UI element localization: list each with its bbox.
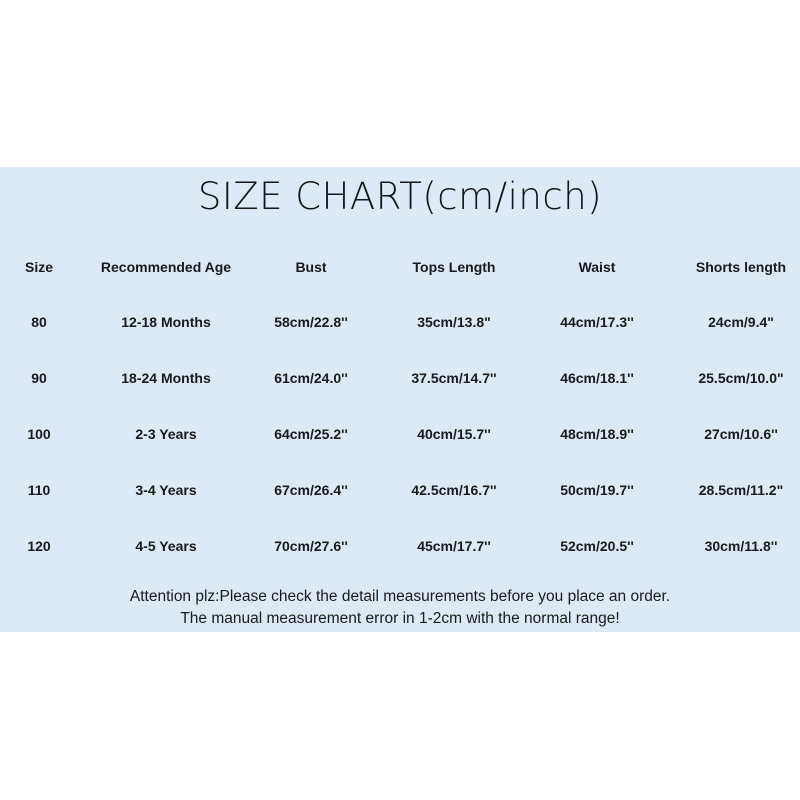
- table-row: [0, 310, 800, 334]
- cell-tops-length: 37.5cm/14.7'': [411, 370, 497, 386]
- cell-size: 90: [31, 370, 47, 386]
- cell-bust: 64cm/25.2'': [274, 426, 348, 442]
- cell-waist: 46cm/18.1'': [560, 370, 634, 386]
- cell-size: 120: [27, 538, 51, 554]
- header-recommended-age: Recommended Age: [100, 259, 232, 275]
- cell-bust: 58cm/22.8'': [274, 314, 348, 330]
- table-row: [0, 366, 800, 390]
- table-row: [0, 534, 800, 558]
- cell-tops-length: 35cm/13.8": [417, 314, 491, 330]
- cell-bust: 70cm/27.6'': [274, 538, 348, 554]
- header-bust: Bust: [295, 259, 327, 275]
- cell-recommended-age: 4-5 Years: [135, 538, 197, 554]
- cell-tops-length: 45cm/17.7'': [417, 538, 491, 554]
- cell-size: 80: [31, 314, 47, 330]
- cell-recommended-age: 2-3 Years: [135, 426, 197, 442]
- header-size: Size: [24, 259, 53, 275]
- cell-size: 100: [27, 426, 51, 442]
- measurement-error-note: The manual measurement error in 1-2cm with the normal range!: [180, 610, 620, 627]
- cell-tops-length: 40cm/15.7'': [417, 426, 491, 442]
- cell-waist: 52cm/20.5'': [560, 538, 634, 554]
- cell-recommended-age: 3-4 Years: [135, 482, 197, 498]
- cell-waist: 50cm/19.7'': [560, 482, 634, 498]
- table-row: [0, 422, 800, 446]
- header-shorts-length: Shorts length: [695, 259, 787, 275]
- cell-bust: 67cm/26.4'': [274, 482, 348, 498]
- cell-shorts-length: 27cm/10.6'': [704, 426, 778, 442]
- cell-size: 110: [27, 482, 51, 498]
- header-waist: Waist: [578, 259, 616, 275]
- cell-tops-length: 42.5cm/16.7'': [411, 482, 497, 498]
- cell-recommended-age: 18-24 Months: [121, 370, 211, 386]
- cell-shorts-length: 30cm/11.8'': [704, 538, 778, 554]
- cell-bust: 61cm/24.0'': [274, 370, 348, 386]
- cell-shorts-length: 24cm/9.4": [708, 314, 774, 330]
- table-row: [0, 478, 800, 502]
- cell-waist: 44cm/17.3'': [560, 314, 634, 330]
- page-title: SIZE CHART(cm/inch): [197, 175, 603, 218]
- attention-note: Attention plz:Please check the detail measurements before you place an order.: [129, 588, 671, 605]
- cell-shorts-length: 25.5cm/10.0": [698, 370, 784, 386]
- table-header-row: [0, 255, 800, 279]
- cell-shorts-length: 28.5cm/11.2": [698, 482, 784, 498]
- cell-waist: 48cm/18.9'': [560, 426, 634, 442]
- size-chart-panel: [0, 167, 800, 632]
- cell-recommended-age: 12-18 Months: [121, 314, 211, 330]
- header-tops-length: Tops Length: [412, 259, 496, 275]
